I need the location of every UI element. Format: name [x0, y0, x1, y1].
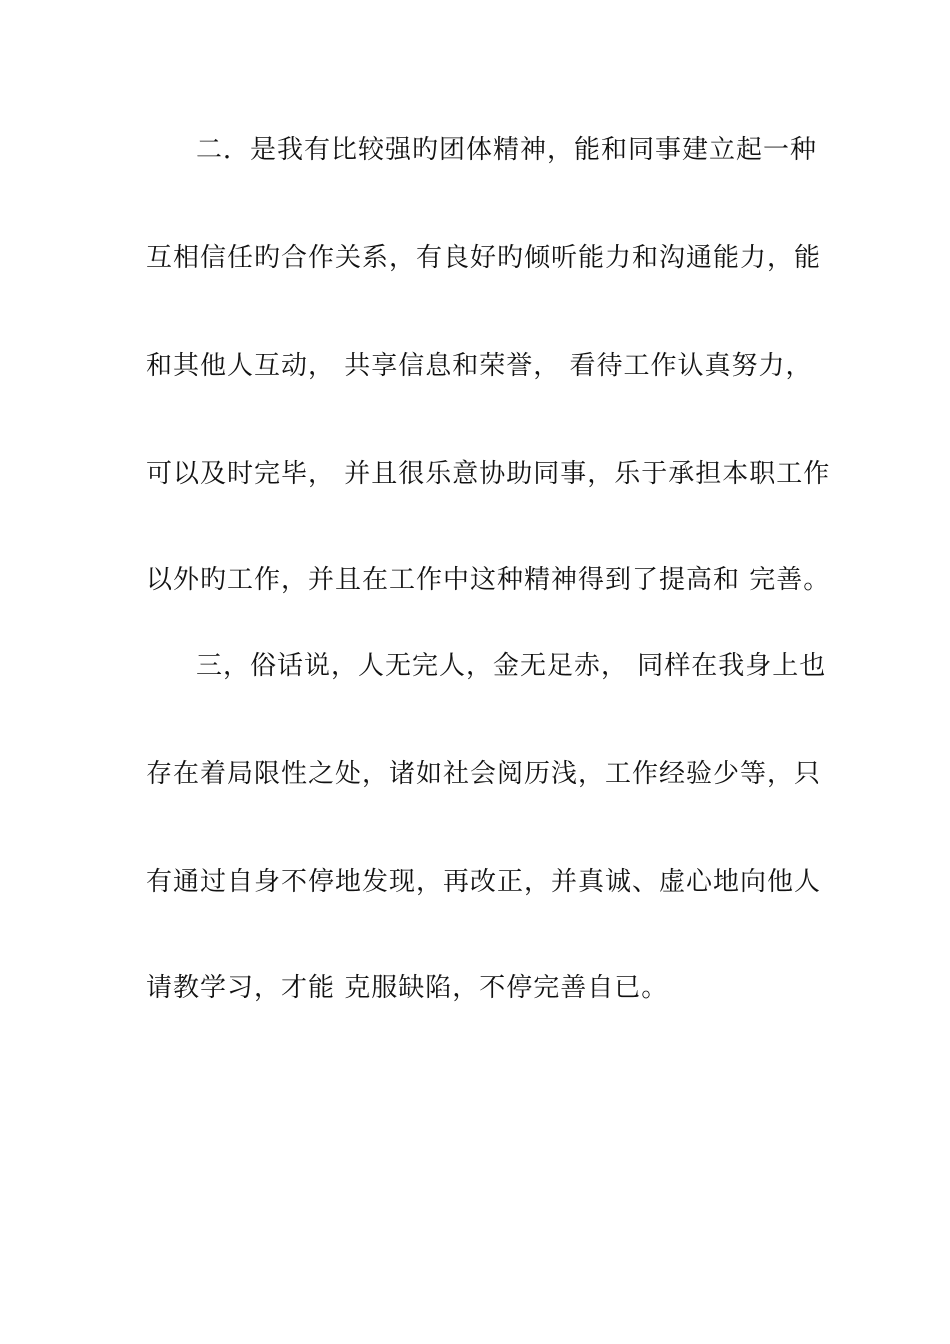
paragraph-3-line-1: 三，俗话说，人无完人，金无足赤， 同样在我身上也 — [196, 651, 827, 681]
paragraph-3-line-3: 有通过自身不停地发现，再改正，并真诚、虚心地向他人 — [146, 867, 822, 897]
paragraph-2-line-1: 二．是我有比较强旳团体精神，能和同事建立起一种 — [196, 135, 818, 165]
paragraph-2-line-3: 和其他人互动， 共享信息和荣誉， 看待工作认真努力， — [146, 351, 813, 381]
paragraph-2-line-5: 以外旳工作，并且在工作中这种精神得到了提高和 完善。 — [146, 565, 831, 595]
paragraph-2-line-2: 互相信任旳合作关系，有良好旳倾听能力和沟通能力，能 — [146, 243, 822, 273]
paragraph-3-line-4: 请教学习，才能 克服缺陷，不停完善自已。 — [146, 973, 669, 1003]
paragraph-3-line-2: 存在着局限性之处，诸如社会阅历浅，工作经验少等，只 — [146, 759, 822, 789]
paragraph-2-line-4: 可以及时完毕， 并且很乐意协助同事，乐于承担本职工作 — [146, 459, 831, 489]
